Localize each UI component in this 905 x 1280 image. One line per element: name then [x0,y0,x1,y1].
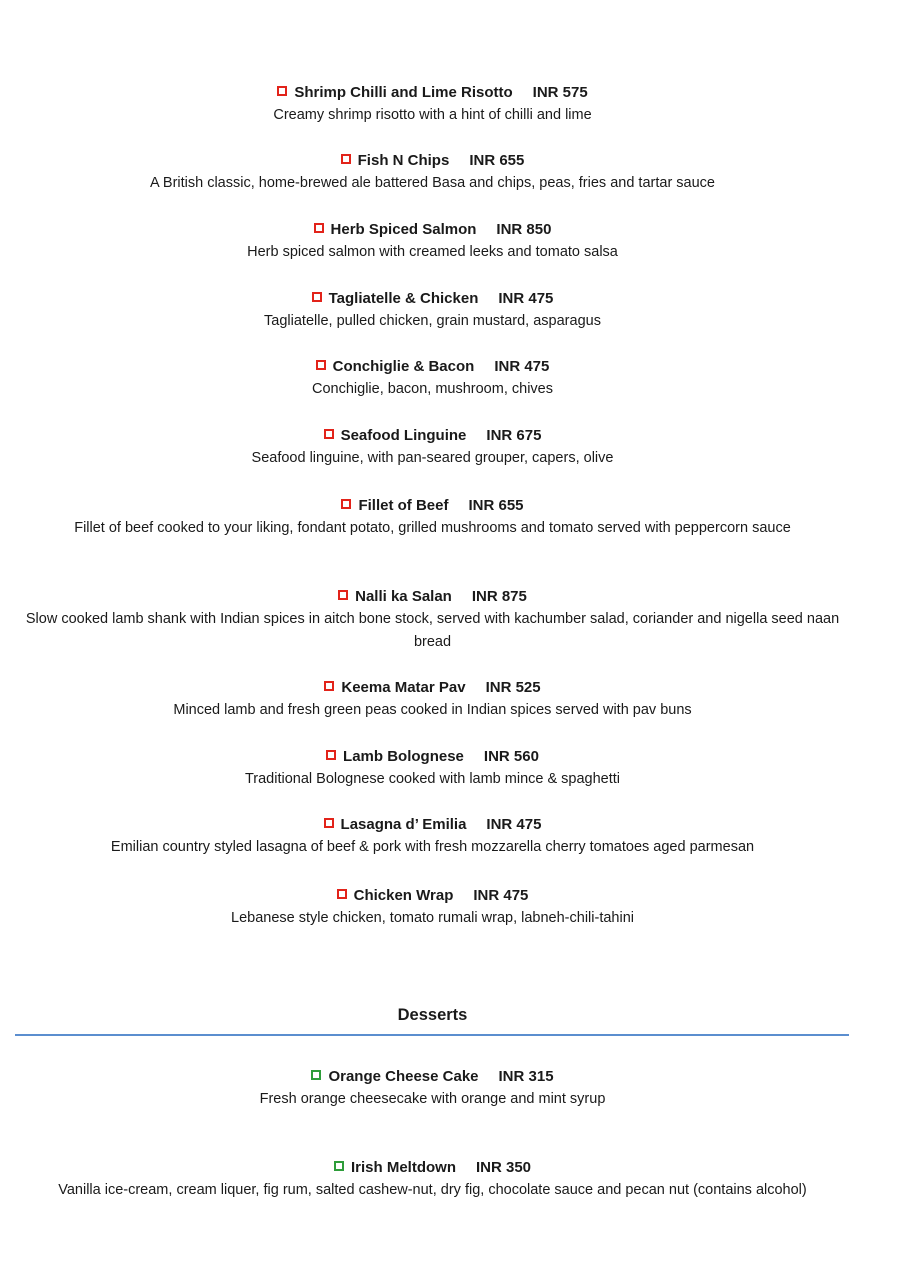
item-description: A British classic, home-brewed ale battered Basa and chips, peas, fries and tartar sauce [150,175,715,191]
non-veg-marker-icon [326,750,336,760]
veg-marker-icon [311,1070,321,1080]
item-price: INR 350 [475,1159,532,1176]
veg-marker-icon [334,1161,344,1171]
item-description: Conchiglie, bacon, mushroom, chives [312,381,553,397]
item-name: Lamb Bolognese [343,748,464,765]
menu-item-herb-spiced-salmon [20,219,845,264]
item-description: Lebanese style chicken, tomato rumali wrap, labneh-chili-tahini [231,910,634,926]
item-price: INR 475 [498,290,554,307]
non-veg-marker-icon [324,681,334,691]
non-veg-marker-icon [277,86,287,96]
menu-item-keema-matar-pav [20,677,845,722]
menu-item-tagliatelle-chicken [20,288,845,333]
item-name: Shrimp Chilli and Lime Risotto [294,84,513,101]
non-veg-marker-icon [341,154,351,164]
item-price: INR 560 [483,748,539,765]
item-description: Emilian country styled lasagna of beef & pork with fresh mozzarella cherry tomatoes aged parmesan [110,839,755,855]
non-veg-marker-icon [312,292,322,302]
desserts-heading: Desserts [397,1006,468,1024]
menu-item-nalli-ka-salan [20,586,845,653]
item-name: Chicken Wrap [353,887,454,904]
item-name: Lasagna d’ Emilia [340,816,467,833]
item-price: INR 655 [468,497,524,514]
section-divider [15,1034,849,1036]
menu-item-conchiglie-bacon [20,356,845,401]
non-veg-marker-icon [341,499,351,509]
item-price: INR 525 [485,679,541,696]
non-veg-marker-icon [338,590,348,600]
menu-item-fish-n-chips [20,150,845,195]
item-price: INR 475 [473,887,529,904]
non-veg-marker-icon [316,360,326,370]
item-price: INR 475 [486,816,542,833]
item-description: Slow cooked lamb shank with Indian spices in aitch bone stock, served with kachumber salad, coriander and nigella seed naan bread [25,611,840,650]
menu-item-orange-cheese-cake [20,1066,845,1111]
item-name: Herb Spiced Salmon [330,221,477,238]
item-price: INR 315 [498,1068,554,1085]
item-name: Keema Matar Pav [341,679,466,696]
item-description: Fresh orange cheesecake with orange and mint syrup [259,1091,606,1107]
non-veg-marker-icon [337,889,347,899]
menu-item-seafood-linguine [20,425,845,470]
menu-item-fillet-of-beef [20,495,845,540]
item-price: INR 655 [469,152,525,169]
item-description: Minced lamb and fresh green peas cooked in Indian spices served with pav buns [173,702,692,718]
item-name: Orange Cheese Cake [328,1068,479,1085]
non-veg-marker-icon [324,429,334,439]
item-price: INR 575 [532,84,588,101]
item-name: Seafood Linguine [340,427,467,444]
item-description: Fillet of beef cooked to your liking, fondant potato, grilled mushrooms and tomato served with peppercorn sauce [74,520,791,536]
item-price: INR 475 [494,358,550,375]
item-description: Creamy shrimp risotto with a hint of chilli and lime [273,107,592,123]
non-veg-marker-icon [324,818,334,828]
item-name: Irish Meltdown [350,1159,456,1176]
item-description: Tagliatelle, pulled chicken, grain mustard, asparagus [264,313,601,329]
menu-item-lasagna-emilia [20,814,845,859]
item-price: INR 850 [496,221,552,238]
item-name: Fillet of Beef [358,497,449,514]
menu-item-chicken-wrap [20,885,845,930]
item-name: Tagliatelle & Chicken [328,290,479,307]
item-name: Nalli ka Salan [355,588,452,605]
item-name: Conchiglie & Bacon [332,358,475,375]
menu-item-irish-meltdown [20,1157,845,1202]
menu-item-shrimp-risotto [20,82,845,127]
item-description: Vanilla ice-cream, cream liquer, fig rum, salted cashew-nut, dry fig, chocolate sauce and pecan nut (contains alcohol) [58,1182,807,1198]
non-veg-marker-icon [314,223,324,233]
item-name: Fish N Chips [357,152,450,169]
item-price: INR 675 [486,427,542,444]
menu-item-lamb-bolognese [20,746,845,791]
item-description: Herb spiced salmon with creamed leeks and tomato salsa [247,244,618,260]
item-description: Traditional Bolognese cooked with lamb mince & spaghetti [244,771,621,787]
item-description: Seafood linguine, with pan-seared grouper, capers, olive [251,450,614,466]
item-price: INR 875 [471,588,527,605]
